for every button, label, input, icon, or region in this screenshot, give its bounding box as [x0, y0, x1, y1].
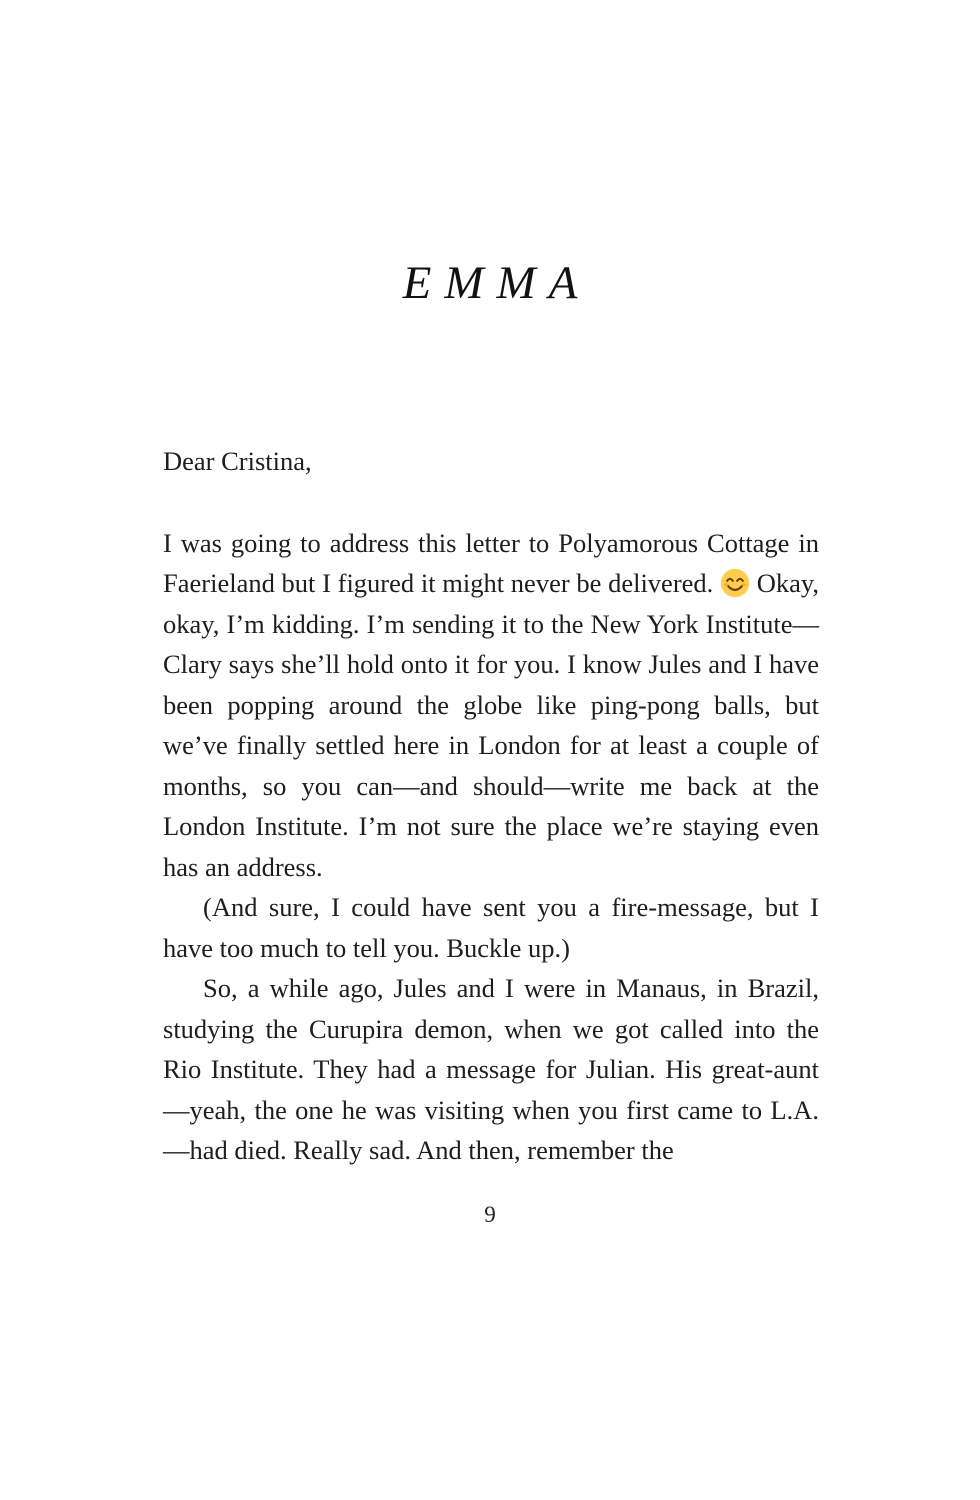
smiling-face-emoji-icon — [720, 568, 750, 598]
page-number: 9 — [484, 1202, 496, 1227]
letter-paragraph-3: So, a while ago, Jules and I were in Manaus, in Brazil, studying the Curupira demon, when we got called into the Rio Institute. They had a message for Julian. His great-aunt—yeah, the one he was visiting when you first came to L.A.—had died. Really sad. And then, remember the — [163, 973, 819, 1165]
letter-paragraph-1 — [163, 523, 819, 888]
letter-paragraph-2: (And sure, I could have sent you a fire-message, but I have too much to tell you. Buckle up.) — [163, 892, 819, 963]
chapter-title: EMMA — [402, 257, 591, 309]
paragraph-text-after-emoji: Okay, okay, I’m kidding. I’m sending it to the New York Institute—Clary says she’ll hold onto it for you. I know Jules and I have been popping around the globe like ping-pong balls, but we’ve finally settled here in London for at least a couple of months, so you can—and should—write me back at the London Institute. I’m not sure the place we’re staying even has an address. — [163, 568, 819, 882]
paragraph-text-before-emoji: I was going to address this letter to Polyamorous Cottage in Faerieland but I figured it might never be delivered. — [163, 527, 819, 598]
letter-body — [163, 441, 819, 1171]
letter-salutation: Dear Cristina, — [163, 446, 312, 476]
